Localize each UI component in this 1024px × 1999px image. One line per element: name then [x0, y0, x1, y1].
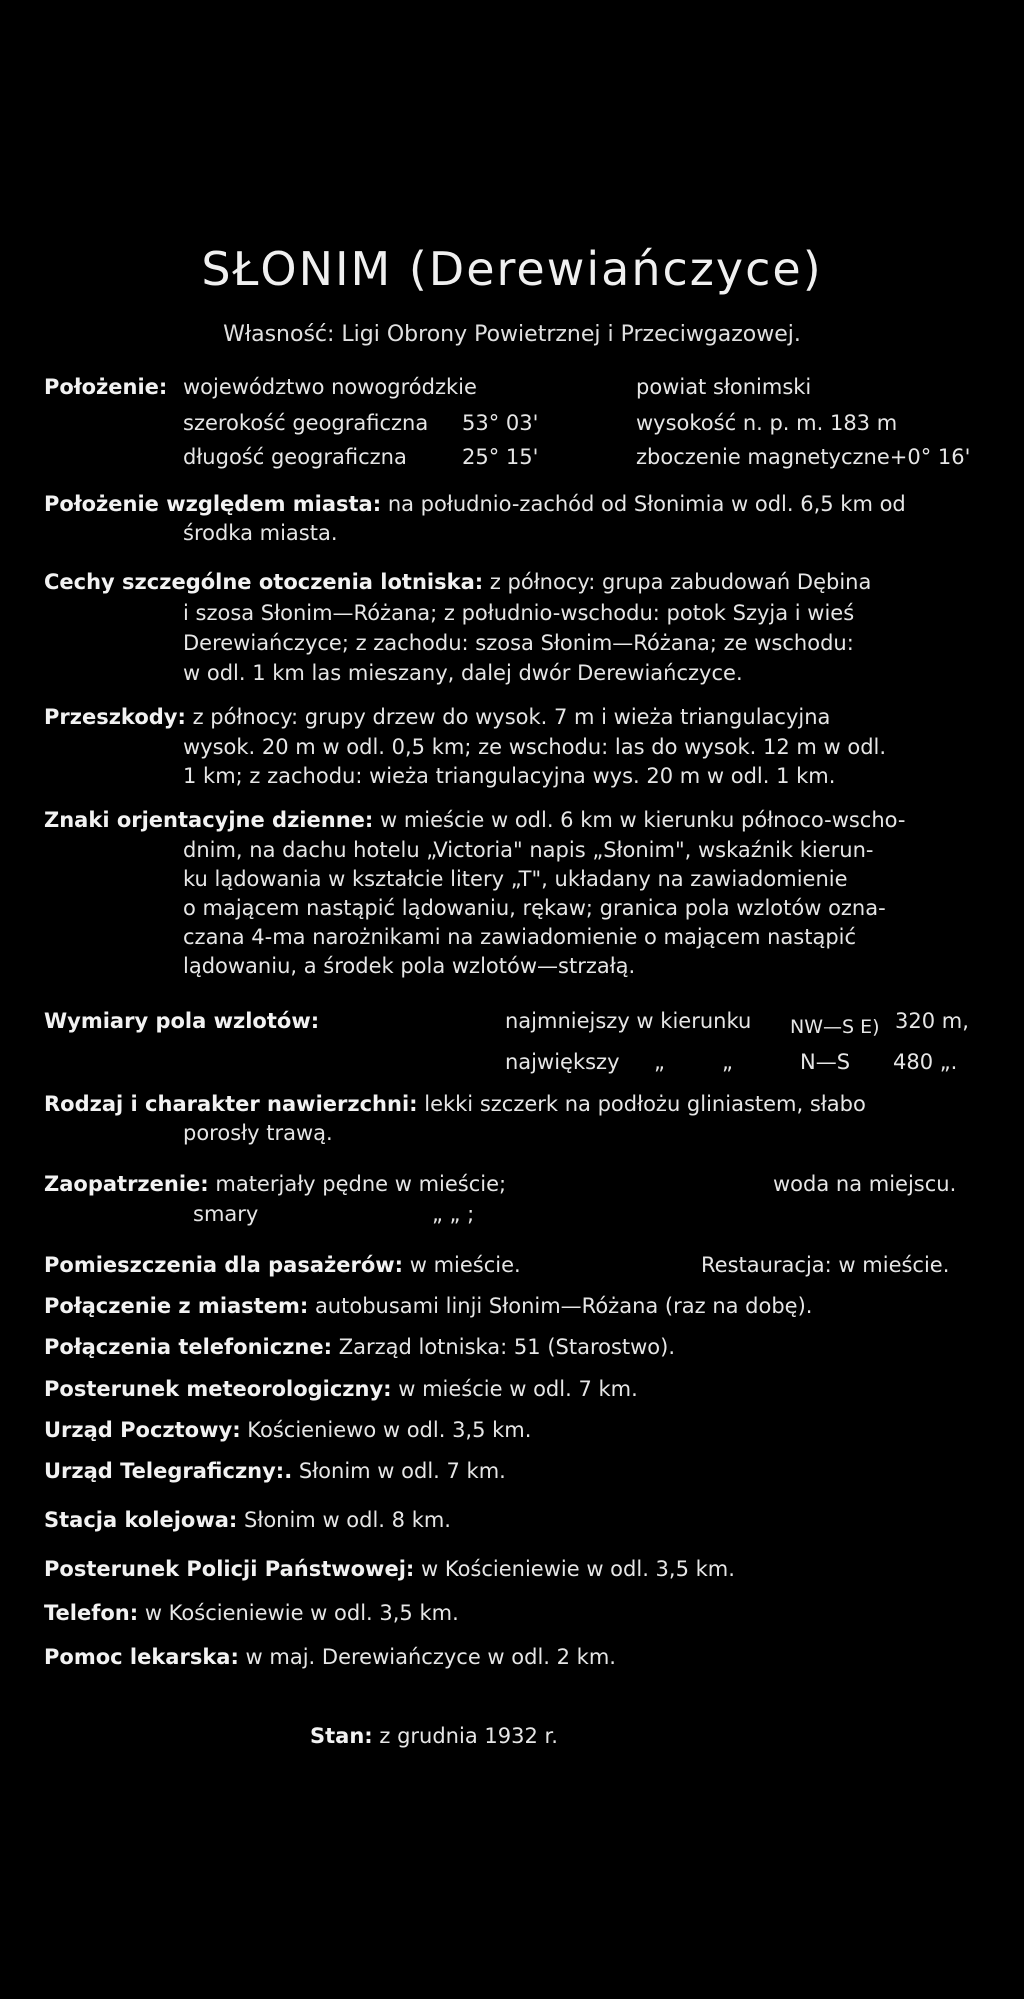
telegraph-line	[44, 1456, 506, 1486]
declination: zboczenie magnetyczne+0° 16'	[636, 445, 971, 469]
dimensions-min-value: 320 m,	[895, 1009, 969, 1033]
surface-text2: porosły trawą.	[183, 1121, 333, 1145]
dimensions-max-text: największy	[505, 1050, 620, 1074]
surface-line1	[44, 1089, 866, 1119]
restaurant: Restauracja: w mieście.	[701, 1253, 950, 1277]
markers-text3: ku lądowania w kształcie litery „T", układany na zawiadomienie	[183, 867, 848, 891]
markers-text4: o mającem nastąpić lądowaniu, rękaw; granica pola wzlotów ozna-	[183, 896, 886, 920]
surroundings-line1	[44, 567, 871, 597]
town-connection-label: Połączenie z miastem:	[44, 1294, 309, 1318]
dimensions-label: Wymiary pola wzlotów:	[44, 1009, 320, 1033]
location-label: Położenie:	[44, 375, 168, 399]
railway-label: Stacja kolejowa:	[44, 1508, 238, 1532]
obstacles-text2: wysok. 20 m w odl. 0,5 km; ze wschodu: las do wysok. 12 m w odl.	[183, 735, 887, 759]
relative-position-text2: środka miasta.	[183, 521, 338, 545]
police-text: w Kościeniewie w odl. 3,5 km.	[421, 1557, 735, 1581]
obstacles-text1: z północy: grupy drzew do wysok. 7 m i wieża triangulacyjna	[192, 705, 831, 729]
status-text: z grudnia 1932 r.	[379, 1724, 558, 1748]
markers-label: Znaki orjentacyjne dzienne:	[44, 808, 374, 832]
latitude-label: szerokość geograficzna	[183, 411, 429, 435]
supply-water: woda na miejscu.	[773, 1172, 957, 1196]
surface-text1: lekki szczerk na podłożu gliniastem, słabo	[424, 1092, 866, 1116]
telephone-text: w Kościeniewie w odl. 3,5 km.	[144, 1601, 459, 1625]
phone-connection-text: Zarząd lotniska: 51 (Starostwo).	[338, 1335, 676, 1359]
supply-label: Zaopatrzenie:	[44, 1172, 209, 1196]
telephone-label: Telefon:	[44, 1601, 139, 1625]
post-office-label: Urząd Pocztowy:	[44, 1418, 241, 1442]
telegraph-text: Słonim w odl. 7 km.	[298, 1459, 506, 1483]
markers-line1	[44, 805, 905, 835]
relative-position-text1: na południo-zachód od Słonimia w odl. 6,5 km od	[387, 492, 906, 516]
dimensions-min-text: najmniejszy w kierunku	[505, 1009, 752, 1033]
markers-text5: czana 4-ma narożnikami na zawiadomienie o mającem nastąpić	[183, 925, 857, 949]
markers-text6: lądowaniu, a środek pola wzlotów—strzałą.	[183, 954, 636, 978]
police-label: Posterunek Policji Państwowej:	[44, 1557, 415, 1581]
longitude-label: długość geograficzna	[183, 445, 407, 469]
obstacles-text3: 1 km; z zachodu: wieża triangulacyjna wys. 20 m w odl. 1 km.	[183, 764, 836, 788]
passengers-line	[44, 1250, 521, 1280]
dimensions-min-direction: NW—S E)	[790, 1016, 880, 1038]
district: powiat słonimski	[636, 375, 812, 399]
medical-text: w maj. Derewiańczyce w odl. 2 km.	[245, 1645, 616, 1669]
passengers-text: w mieście.	[409, 1253, 521, 1277]
status-line	[310, 1721, 558, 1751]
markers-text2: dnim, na dachu hotelu „Victoria" napis „Słonim", wskaźnik kierun-	[183, 838, 874, 862]
surroundings-text4: w odl. 1 km las mieszany, dalej dwór Derewiańczyce.	[183, 661, 743, 685]
phone-connection-line	[44, 1332, 675, 1362]
owner-line: Własność: Ligi Obrony Powietrznej i Przeciwgazowej.	[223, 322, 801, 347]
railway-line	[44, 1505, 451, 1535]
phone-connection-label: Połączenia telefoniczne:	[44, 1335, 333, 1359]
dimensions-ditto-1: „	[654, 1050, 665, 1074]
latitude-value: 53° 03'	[462, 411, 539, 435]
relative-position-label: Położenie względem miasta:	[44, 492, 382, 516]
post-office-line	[44, 1415, 531, 1445]
surroundings-text2: i szosa Słonim—Różana; z południo-wschodu: potok Szyja i wieś	[183, 601, 855, 625]
medical-label: Pomoc lekarska:	[44, 1645, 239, 1669]
longitude-value: 25° 15'	[462, 445, 539, 469]
telephone-line	[44, 1598, 459, 1628]
altitude: wysokość n. p. m. 183 m	[636, 411, 898, 435]
dimensions-max-value: 480 „.	[893, 1050, 958, 1074]
status-label: Stan:	[310, 1724, 373, 1748]
post-office-text: Kościeniewo w odl. 3,5 km.	[247, 1418, 532, 1442]
surface-label: Rodzaj i charakter nawierzchni:	[44, 1092, 418, 1116]
voivodeship: województwo nowogródzkie	[183, 375, 477, 399]
telegraph-label: Urząd Telegraficzny:.	[44, 1459, 293, 1483]
relative-position-line1	[44, 489, 906, 519]
supply-ditto: „ „ ;	[432, 1202, 475, 1226]
town-connection-line	[44, 1291, 812, 1321]
page-title: SŁONIM (Derewiańczyce)	[201, 242, 823, 296]
obstacles-line1	[44, 702, 830, 732]
markers-text1: w mieście w odl. 6 km w kierunku północo-wscho-	[379, 808, 906, 832]
dimensions-max-direction: N—S	[800, 1050, 851, 1074]
obstacles-label: Przeszkody:	[44, 705, 186, 729]
railway-text: Słonim w odl. 8 km.	[244, 1508, 451, 1532]
town-connection-text: autobusami linji Słonim—Różana (raz na dobę).	[314, 1294, 813, 1318]
surroundings-label: Cechy szczególne otoczenia lotniska:	[44, 570, 484, 594]
supply-lubricants: smary	[193, 1202, 259, 1226]
supply-fuel: materjały pędne w mieście;	[215, 1172, 507, 1196]
surroundings-text1: z północy: grupa zabudowań Dębina	[489, 570, 872, 594]
weather-post-text: w mieście w odl. 7 km.	[398, 1377, 638, 1401]
surroundings-text3: Derewiańczyce; z zachodu: szosa Słonim—Różana; ze wschodu:	[183, 631, 854, 655]
passengers-label: Pomieszczenia dla pasażerów:	[44, 1253, 404, 1277]
medical-line	[44, 1642, 616, 1672]
supply-line1	[44, 1169, 506, 1199]
dimensions-ditto-2: „	[722, 1050, 733, 1074]
weather-post-label: Posterunek meteorologiczny:	[44, 1377, 392, 1401]
police-line	[44, 1554, 735, 1584]
weather-post-line	[44, 1374, 638, 1404]
